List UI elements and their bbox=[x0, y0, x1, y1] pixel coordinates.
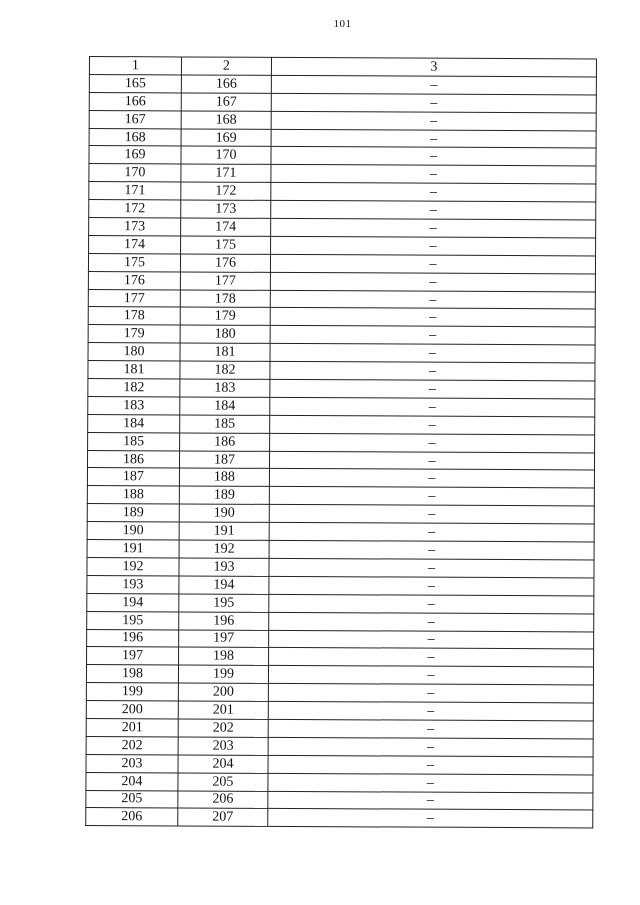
table-cell-col-1: 195 bbox=[87, 611, 179, 629]
table-cell-col-1: 198 bbox=[86, 665, 178, 683]
table-cell-col-3: – bbox=[271, 75, 596, 94]
table-cell-col-1: 206 bbox=[86, 808, 178, 826]
table-cell-col-1: 178 bbox=[88, 307, 180, 325]
data-table bbox=[85, 56, 597, 829]
table-cell-col-3: – bbox=[270, 308, 595, 327]
table-cell-col-1: 203 bbox=[86, 754, 178, 772]
table-cell-col-3: – bbox=[271, 129, 596, 148]
table-cell-col-2: 187 bbox=[179, 451, 269, 469]
table-cell-col-2: 204 bbox=[178, 755, 268, 773]
table-cell-col-3: – bbox=[269, 648, 594, 667]
column-header-2: 2 bbox=[181, 57, 271, 75]
table-cell-col-3: – bbox=[268, 791, 593, 810]
table-cell-col-1: 174 bbox=[89, 235, 181, 253]
table-cell-col-2: 183 bbox=[180, 379, 270, 397]
table-cell-col-2: 192 bbox=[179, 540, 269, 558]
table-cell-col-3: – bbox=[271, 183, 596, 202]
table-row bbox=[86, 808, 593, 828]
table-cell-col-1: 167 bbox=[89, 110, 181, 128]
table-cell-col-2: 194 bbox=[179, 576, 269, 594]
table-cell-col-3: – bbox=[269, 540, 594, 559]
table-cell-col-2: 178 bbox=[180, 290, 270, 308]
table-cell-col-2: 171 bbox=[181, 164, 271, 182]
table-cell-col-1: 175 bbox=[88, 253, 180, 271]
table-cell-col-2: 199 bbox=[178, 665, 268, 683]
table-cell-col-1: 205 bbox=[86, 790, 178, 808]
table-cell-col-3: – bbox=[271, 111, 596, 130]
table-cell-col-2: 179 bbox=[180, 307, 270, 325]
table-cell-col-2: 207 bbox=[178, 808, 268, 826]
table-cell-col-3: – bbox=[269, 451, 594, 470]
table-cell-col-3: – bbox=[271, 93, 596, 112]
table-cell-col-1: 182 bbox=[88, 379, 180, 397]
table-cell-col-3: – bbox=[271, 147, 596, 166]
table-cell-col-2: 180 bbox=[180, 325, 270, 343]
table-cell-col-1: 168 bbox=[89, 128, 181, 146]
table-cell-col-3: – bbox=[270, 379, 595, 398]
table-cell-col-1: 193 bbox=[87, 575, 179, 593]
table-cell-col-2: 193 bbox=[179, 558, 269, 576]
table-cell-col-1: 179 bbox=[88, 325, 180, 343]
table-cell-col-2: 196 bbox=[179, 612, 269, 630]
table-cell-col-3: – bbox=[268, 719, 593, 738]
table-cell-col-2: 174 bbox=[181, 218, 271, 236]
table-cell-col-2: 172 bbox=[181, 182, 271, 200]
table-cell-col-2: 176 bbox=[180, 254, 270, 272]
table-cell-col-3: – bbox=[270, 397, 595, 416]
table-cell-col-3: – bbox=[269, 505, 594, 524]
table-cell-col-3: – bbox=[268, 755, 593, 774]
table-cell-col-1: 190 bbox=[87, 522, 179, 540]
table-cell-col-3: – bbox=[268, 737, 593, 756]
table-cell-col-2: 184 bbox=[180, 397, 270, 415]
table-cell-col-2: 205 bbox=[178, 773, 268, 791]
table-cell-col-3: – bbox=[268, 809, 593, 828]
table-cell-col-2: 186 bbox=[180, 433, 270, 451]
table-cell-col-2: 168 bbox=[181, 111, 271, 129]
table-cell-col-3: – bbox=[270, 362, 595, 381]
table-cell-col-3: – bbox=[271, 201, 596, 220]
table-cell-col-2: 203 bbox=[178, 737, 268, 755]
table-cell-col-1: 191 bbox=[87, 540, 179, 558]
table-cell-col-1: 180 bbox=[88, 343, 180, 361]
table-cell-col-1: 201 bbox=[86, 718, 178, 736]
table-cell-col-3: – bbox=[271, 165, 596, 184]
table-cell-col-1: 187 bbox=[87, 468, 179, 486]
table-cell-col-3: – bbox=[270, 415, 595, 434]
table-cell-col-2: 181 bbox=[180, 343, 270, 361]
table-cell-col-1: 171 bbox=[89, 182, 181, 200]
table-cell-col-3: – bbox=[269, 523, 594, 542]
table-cell-col-3: – bbox=[270, 290, 595, 309]
table-cell-col-1: 177 bbox=[88, 289, 180, 307]
table-cell-col-1: 172 bbox=[89, 200, 181, 218]
table-cell-col-3: – bbox=[268, 666, 593, 685]
table-cell-col-2: 206 bbox=[178, 790, 268, 808]
table-cell-col-3: – bbox=[269, 612, 594, 631]
table-cell-col-3: – bbox=[268, 701, 593, 720]
column-header-1: 1 bbox=[89, 57, 181, 75]
table-cell-col-3: – bbox=[269, 487, 594, 506]
column-header-3: 3 bbox=[271, 57, 596, 76]
table-cell-col-3: – bbox=[268, 773, 593, 792]
table-cell-col-1: 188 bbox=[87, 486, 179, 504]
table-cell-col-1: 166 bbox=[89, 92, 181, 110]
table-cell-col-1: 170 bbox=[89, 164, 181, 182]
table-cell-col-1: 169 bbox=[89, 146, 181, 164]
table-cell-col-1: 184 bbox=[88, 414, 180, 432]
table-cell-col-2: 202 bbox=[178, 719, 268, 737]
table-cell-col-1: 185 bbox=[88, 432, 180, 450]
table-cell-col-1: 197 bbox=[87, 647, 179, 665]
table-cell-col-1: 192 bbox=[87, 557, 179, 575]
table-cell-col-3: – bbox=[270, 254, 595, 273]
table-cell-col-2: 166 bbox=[181, 75, 271, 93]
table-cell-col-2: 201 bbox=[178, 701, 268, 719]
table-cell-col-2: 197 bbox=[179, 629, 269, 647]
table-cell-col-3: – bbox=[271, 236, 596, 255]
table-cell-col-2: 189 bbox=[179, 486, 269, 504]
table-cell-col-3: – bbox=[270, 326, 595, 345]
table-cell-col-1: 189 bbox=[87, 504, 179, 522]
table-cell-col-1: 199 bbox=[86, 683, 178, 701]
table-cell-col-2: 170 bbox=[181, 146, 271, 164]
table-cell-col-3: – bbox=[269, 630, 594, 649]
table-cell-col-3: – bbox=[271, 218, 596, 237]
table-cell-col-2: 191 bbox=[179, 522, 269, 540]
table-cell-col-1: 194 bbox=[87, 593, 179, 611]
table-cell-col-1: 196 bbox=[87, 629, 179, 647]
table-cell-col-2: 188 bbox=[179, 468, 269, 486]
table-cell-col-1: 165 bbox=[89, 74, 181, 92]
table-cell-col-2: 198 bbox=[179, 647, 269, 665]
table-cell-col-3: – bbox=[269, 576, 594, 595]
table-cell-col-3: – bbox=[269, 469, 594, 488]
table-cell-col-1: 186 bbox=[87, 450, 179, 468]
table-cell-col-2: 167 bbox=[181, 93, 271, 111]
table-body bbox=[86, 74, 597, 828]
table-cell-col-2: 175 bbox=[181, 236, 271, 254]
table-cell-col-3: – bbox=[270, 433, 595, 452]
table-cell-col-2: 195 bbox=[179, 594, 269, 612]
table-cell-col-1: 173 bbox=[89, 218, 181, 236]
table-cell-col-2: 182 bbox=[180, 361, 270, 379]
table-cell-col-2: 190 bbox=[179, 504, 269, 522]
table-cell-col-1: 176 bbox=[88, 271, 180, 289]
table-cell-col-1: 202 bbox=[86, 736, 178, 754]
table-cell-col-1: 183 bbox=[88, 396, 180, 414]
page-number: 101 bbox=[333, 18, 352, 30]
table-cell-col-2: 169 bbox=[181, 129, 271, 147]
table-cell-col-1: 181 bbox=[88, 361, 180, 379]
table-cell-col-3: – bbox=[270, 272, 595, 291]
table-cell-col-3: – bbox=[268, 684, 593, 703]
table-cell-col-2: 173 bbox=[181, 200, 271, 218]
table-cell-col-2: 177 bbox=[180, 272, 270, 290]
table-cell-col-2: 185 bbox=[180, 415, 270, 433]
table-cell-col-2: 200 bbox=[178, 683, 268, 701]
table-cell-col-3: – bbox=[269, 558, 594, 577]
table-cell-col-1: 204 bbox=[86, 772, 178, 790]
table-cell-col-3: – bbox=[269, 594, 594, 613]
table-cell-col-1: 200 bbox=[86, 701, 178, 719]
table-cell-col-3: – bbox=[270, 344, 595, 363]
